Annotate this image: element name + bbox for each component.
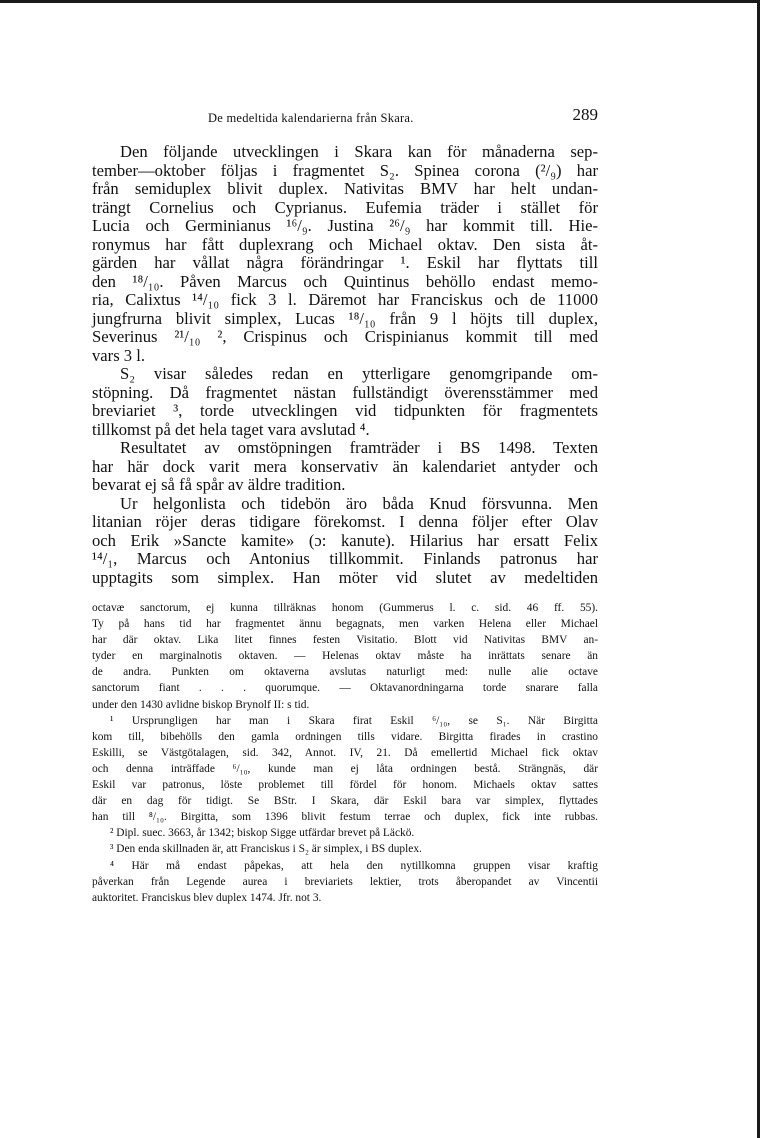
footnote-line: han till ⁸/₁₀. Birgitta, som 1396 blivit festum terrae och duplex, fick inte rubbas.	[92, 811, 598, 824]
footnote-line: och denna inträffade ⁶/₁₀, kunde man ej låta ordningen bestå. Strängnäs, där	[92, 762, 598, 775]
body-line: gärden har vållat några förändringar ¹. Eskil har flyttats till	[92, 253, 598, 272]
footnote-line: under den 1430 avlidne biskop Brynolf II: s tid.	[92, 698, 310, 711]
body-line: jungfrurna blivit simplex, Lucas ¹⁸/₁₀ från 9 l höjts till duplex,	[92, 308, 598, 328]
footnote-line: ⁴ Här må endast påpekas, att hela den nytillkomna gruppen visar kraftig	[110, 859, 598, 872]
footnote-line: auktoritet. Franciskus blev duplex 1474. Jfr. not 3.	[92, 891, 322, 904]
body-line: har här dock varit mera konservativ än kalendariet antyder och	[92, 456, 598, 476]
body-line: Ur helgonlista och tidebön äro båda Knud försvunna. Men	[120, 493, 598, 513]
body-line: ria, Calixtus ¹⁴/₁₀ fick 3 l. Däremot har Franciskus och de 11000	[92, 290, 598, 309]
body-line: vars 3 l.	[92, 345, 145, 365]
body-line: Lucia och Germinianus ¹⁶/₉. Justina ²⁶/₉ har kommit till. Hie-	[92, 216, 598, 235]
body-line: tillkomst på det hela taget vara avslutad ⁴.	[92, 419, 370, 439]
body-line: Severinus ²¹/₁₀ ², Crispinus och Crispinianus kommit till med	[92, 327, 598, 346]
footnote-line: påverkan från Legende aurea i breviariets lektier, trots åberopandet av Vincentii	[92, 875, 598, 888]
body-line: och Erik »Sancte kamite» (ɔ: kanute). Hilarius har ersatt Felix	[92, 530, 598, 550]
footnote-line: tyder en marginalnotis oktaven. — Helenas oktav måste ha inrättats senare än	[92, 650, 598, 663]
body-line: Resultatet av omstöpningen framträder i BS 1498. Texten	[120, 438, 598, 457]
footnote-line: har där oktav. Lika litet finnes festen Visitatio. Blott vid Nativitas BMV an-	[92, 634, 598, 647]
footnote-line: octavæ sanctorum, ej kunna tillräknas honom (Gummerus l. c. sid. 46 ff. 55).	[92, 602, 598, 614]
body-line: ¹⁴/₁, Marcus och Antonius tillkommit. Finlands patronus har	[92, 549, 598, 568]
body-line: den ¹⁸/₁₀. Påven Marcus och Quintinus behöllo endast memo-	[92, 271, 598, 291]
footnote-line: Eskil var patronus, löste problemet till fördel för honom. Michaels oktav sattes	[92, 779, 598, 792]
footnote-line: ² Dipl. suec. 3663, år 1342; biskop Sigge utfärdar brevet på Läckö.	[110, 827, 415, 840]
footnote-line: sanctorum fiant . . . quorumque. — Oktavanordningarna torde snarare falla	[92, 682, 598, 695]
body-line: trängt Cornelius och Cyprianus. Eufemia träder i stället för	[92, 197, 598, 217]
footnote-line: Eskilli, se Västgötalagen, sid. 342, Annot. IV, 21. Då emellertid Michael fick oktav	[92, 746, 598, 759]
body-line: Den följande utvecklingen i Skara kan för månaderna sep-	[120, 142, 598, 161]
footnote-line: där en dag för tidigt. Se BStr. I Skara, där Eskil bara var simplex, flyttades	[92, 795, 598, 808]
footnote-line: Ty på hans tid har fragmentet ännu begagnats, men varken Helena eller Michael	[92, 618, 598, 631]
body-line: S₂ visar således redan en ytterligare genomgripande om-	[120, 364, 598, 383]
footnote-line: kom till, bibehölls den gamla ordningen tills vidare. Birgitta firades in crastino	[92, 730, 598, 743]
body-line: upptagits som simplex. Han möter vid slutet av medeltiden	[92, 567, 598, 587]
body-line: breviariet ³, torde utvecklingen vid tidpunkten för fragmentets	[92, 401, 598, 420]
body-line: tember—oktober följas i fragmentet S₂. Spinea corona (²/₉) har	[92, 160, 598, 180]
body-line: litanian röjer deras tidigare förekomst. I denna följer efter Olav	[92, 512, 598, 531]
body-line: från semiduplex blivit duplex. Nativitas BMV har helt undan-	[92, 179, 598, 198]
scan-edge-top	[0, 0, 760, 3]
body-line: stöpning. Då fragmentet nästan fullständigt överensstämmer med	[92, 382, 598, 402]
running-title: De medeltida kalendarierna från Skara.	[208, 111, 414, 125]
footnote-line: ³ Den enda skillnaden är, att Franciskus i S₂ är simplex, i BS duplex.	[110, 843, 422, 856]
page-header	[92, 105, 598, 130]
body-text	[92, 143, 598, 587]
footnote-line: de andra. Punkten om oktaverna avslutas naturligt med: nulle alie octave	[92, 666, 598, 679]
body-line: bevarat ej så få spår av äldre tradition.	[92, 475, 346, 494]
page-number: 289	[572, 105, 598, 124]
footnotes	[92, 600, 598, 906]
body-line: ronymus har fått duplexrang och Michael oktav. Den sista åt-	[92, 234, 598, 254]
footnote-line: ¹ Ursprungligen har man i Skara firat Eskil ⁶/₁₀, se S₁. När Birgitta	[110, 714, 598, 727]
